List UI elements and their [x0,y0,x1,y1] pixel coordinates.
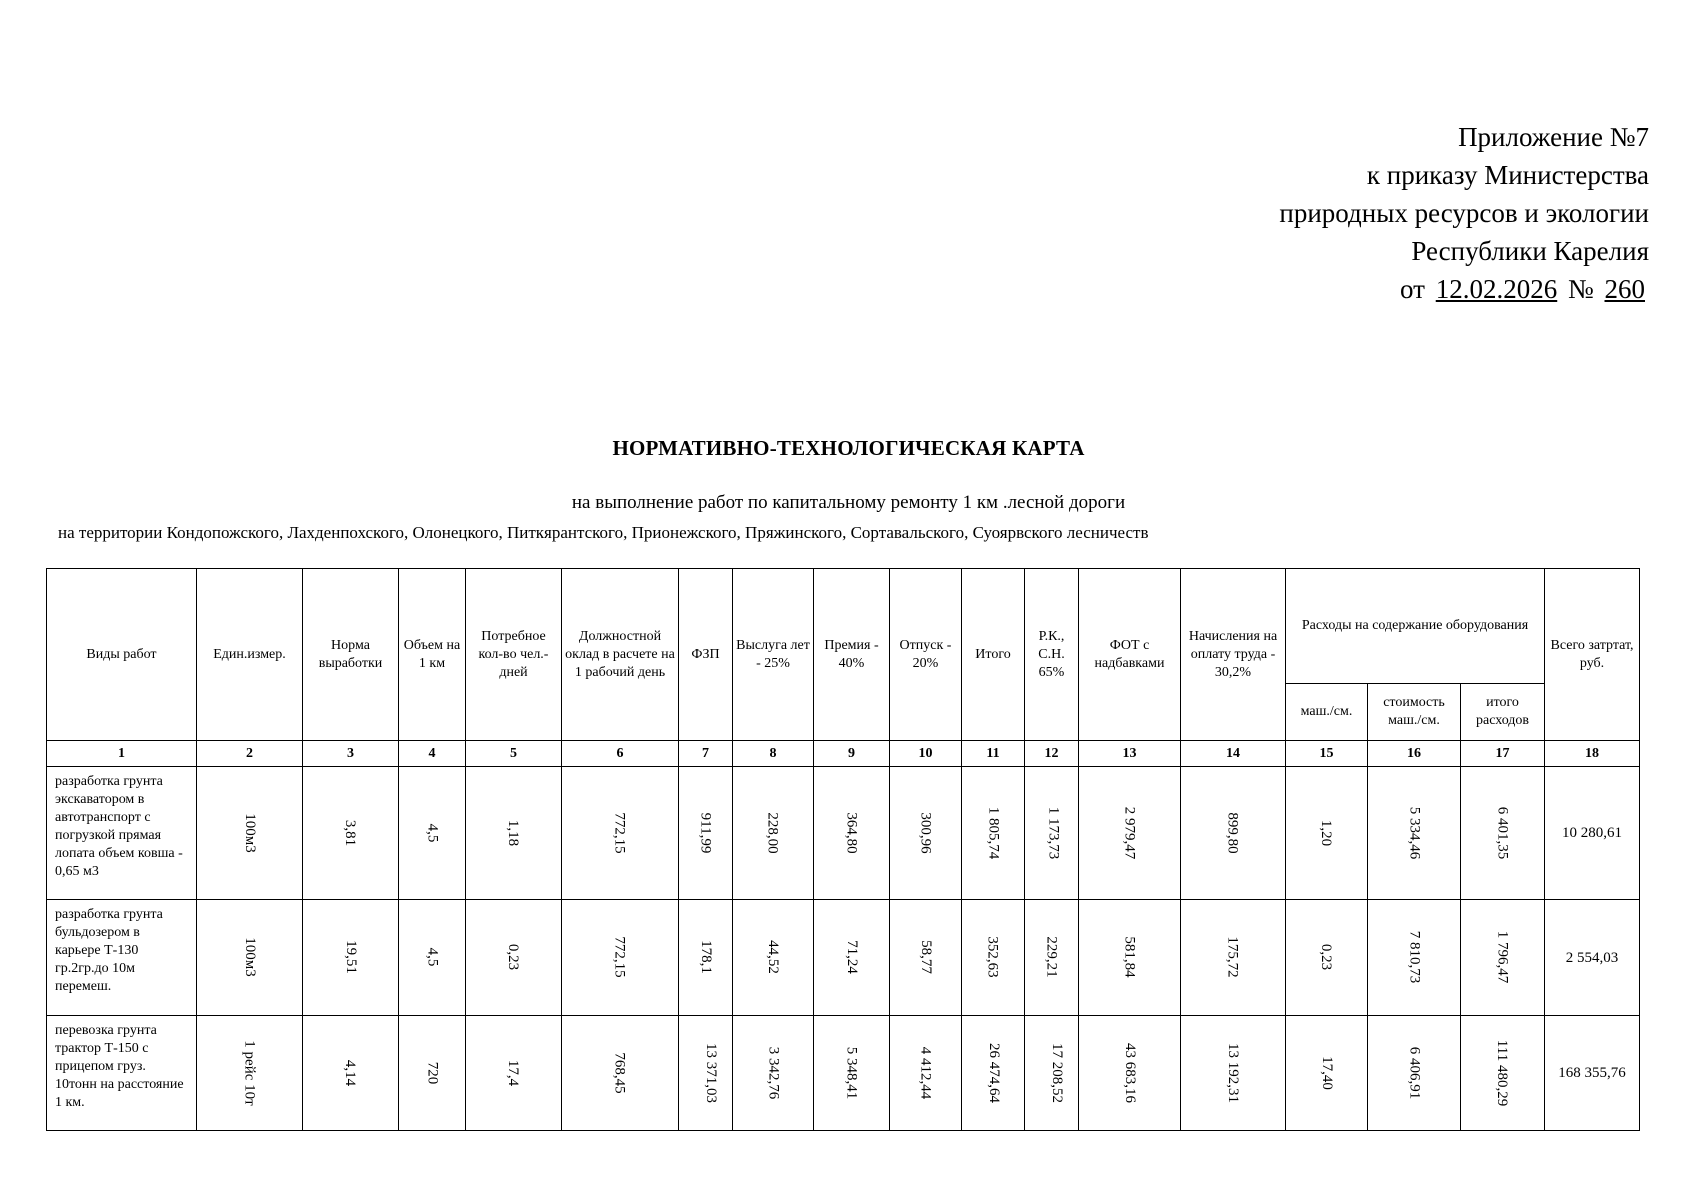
cell-salary: 772,15 [562,767,679,900]
column-number-row [47,741,1640,767]
cell-rk: 1 173,73 [1025,767,1079,900]
column-number: 9 [814,741,890,767]
cell-charges: 175,72 [1181,900,1286,1016]
cell-unit: 100м3 [197,900,303,1016]
column-number: 11 [962,741,1025,767]
column-number: 1 [47,741,197,767]
cell-rk: 17 208,52 [1025,1016,1079,1131]
header-vacation: Отпуск - 20% [890,569,962,741]
header-seniority: Выслуга лет - 25% [733,569,814,741]
order-date: 12.02.2026 [1435,274,1558,304]
number-sign: № [1567,274,1594,304]
header-subtotal: Итого [962,569,1025,741]
cell-salary: 772,15 [562,900,679,1016]
column-number: 2 [197,741,303,767]
cell-bonus: 71,24 [814,900,890,1016]
cell-subtotal: 26 474,64 [962,1016,1025,1131]
column-number: 6 [562,741,679,767]
header-equipment: Расходы на содержание оборудования [1286,569,1545,684]
column-number: 5 [466,741,562,767]
cell-charges: 13 192,31 [1181,1016,1286,1131]
cell-days: 0,23 [466,900,562,1016]
table-row [47,900,1640,1016]
cell-vacation: 4 412,44 [890,1016,962,1131]
column-number: 8 [733,741,814,767]
cell-rk: 229,21 [1025,900,1079,1016]
table-row [47,767,1640,900]
cell-norm: 19,51 [303,900,399,1016]
table-row [47,1016,1640,1131]
cell-fot: 2 979,47 [1079,767,1181,900]
cell-days: 17,4 [466,1016,562,1131]
cell-fot: 581,84 [1079,900,1181,1016]
cell-unit: 100м3 [197,767,303,900]
header-norm: Норма выработки [303,569,399,741]
cell-subtotal: 1 805,74 [962,767,1025,900]
cell-total: 168 355,76 [1545,1016,1640,1131]
cell-equip-total: 6 401,35 [1461,767,1545,900]
work-description: разработка грунта экскаватором в автотранспорт с погрузкой прямая лопата объем ковша - 0,65 м3 [47,767,197,900]
cell-seniority: 44,52 [733,900,814,1016]
column-number: 4 [399,741,466,767]
header-total: Всего затртат, руб. [1545,569,1640,741]
work-description: разработка грунта бульдозером в карьере Т-130 гр.2гр.до 10м перемеш. [47,900,197,1016]
order-date-line [1279,270,1649,308]
header-work-type: Виды работ [47,569,197,741]
appendix-header [1279,118,1649,308]
cell-vacation: 300,96 [890,767,962,900]
cell-total: 2 554,03 [1545,900,1640,1016]
appendix-line-4: Республики Карелия [1411,236,1649,266]
document-subtitle: на выполнение работ по капитальному ремонту 1 км .лесной дороги [571,492,1126,513]
cell-equip-total: 111 480,29 [1461,1016,1545,1131]
header-equip-total: итого расходов [1461,684,1545,741]
cell-subtotal: 352,63 [962,900,1025,1016]
cell-bonus: 5 348,41 [814,1016,890,1131]
cell-norm: 4,14 [303,1016,399,1131]
column-number: 17 [1461,741,1545,767]
cell-days: 1,18 [466,767,562,900]
appendix-line-3: природных ресурсов и экологии [1279,198,1649,228]
from-label: от [1400,274,1425,304]
cell-volume: 4,5 [399,900,466,1016]
column-number: 16 [1368,741,1461,767]
cell-fot: 43 683,16 [1079,1016,1181,1131]
cell-volume: 720 [399,1016,466,1131]
cell-unit: 1 рейс 10т [197,1016,303,1131]
cell-volume: 4,5 [399,767,466,900]
header-shifts: маш./см. [1286,684,1368,741]
cell-shifts: 0,23 [1286,900,1368,1016]
cell-shifts: 1,20 [1286,767,1368,900]
column-number: 14 [1181,741,1286,767]
appendix-line-1: Приложение №7 [1458,122,1649,152]
cell-equip-total: 1 796,47 [1461,900,1545,1016]
cell-fzp: 911,99 [679,767,733,900]
work-description: перевозка грунта трактор Т-150 с прицепом груз. 10тонн на расстояние 1 км. [47,1016,197,1131]
cell-shifts: 17,40 [1286,1016,1368,1131]
cell-fzp: 178,1 [679,900,733,1016]
column-number: 7 [679,741,733,767]
territory-line: на территории Кондопожского, Лахденпохского, Олонецкого, Питкярантского, Прионежского, Пряжинского, Сортавальского, Суоярвского лесничеств [58,523,1149,542]
column-number: 3 [303,741,399,767]
column-number: 10 [890,741,962,767]
header-volume: Объем на 1 км [399,569,466,741]
column-number: 18 [1545,741,1640,767]
document-title: НОРМАТИВНО-ТЕХНОЛОГИЧЕСКАЯ КАРТА [612,436,1085,460]
cell-shift-cost: 5 334,46 [1368,767,1461,900]
header-fzp: ФЗП [679,569,733,741]
header-shift-cost: стоимость маш./см. [1368,684,1461,741]
header-salary: Должностной оклад в расчете на 1 рабочий день [562,569,679,741]
technology-map-table [46,568,1640,1131]
appendix-line-2: к приказу Министерства [1366,160,1649,190]
header-days: Потребное кол-во чел.-дней [466,569,562,741]
cell-total: 10 280,61 [1545,767,1640,900]
cell-bonus: 364,80 [814,767,890,900]
cell-vacation: 58,77 [890,900,962,1016]
header-unit: Един.измер. [197,569,303,741]
column-number: 12 [1025,741,1079,767]
cell-shift-cost: 6 406,91 [1368,1016,1461,1131]
cell-shift-cost: 7 810,73 [1368,900,1461,1016]
cell-charges: 899,80 [1181,767,1286,900]
order-number: 260 [1604,274,1645,304]
cell-norm: 3,81 [303,767,399,900]
cell-salary: 768,45 [562,1016,679,1131]
table-header-row [47,569,1640,684]
cell-fzp: 13 371,03 [679,1016,733,1131]
cell-seniority: 3 342,76 [733,1016,814,1131]
cell-seniority: 228,00 [733,767,814,900]
header-fot: ФОТ с надбавками [1079,569,1181,741]
header-rk: Р.К., С.Н. 65% [1025,569,1079,741]
column-number: 13 [1079,741,1181,767]
header-bonus: Премия - 40% [814,569,890,741]
column-number: 15 [1286,741,1368,767]
header-charges: Начисления на оплату труда - 30,2% [1181,569,1286,741]
